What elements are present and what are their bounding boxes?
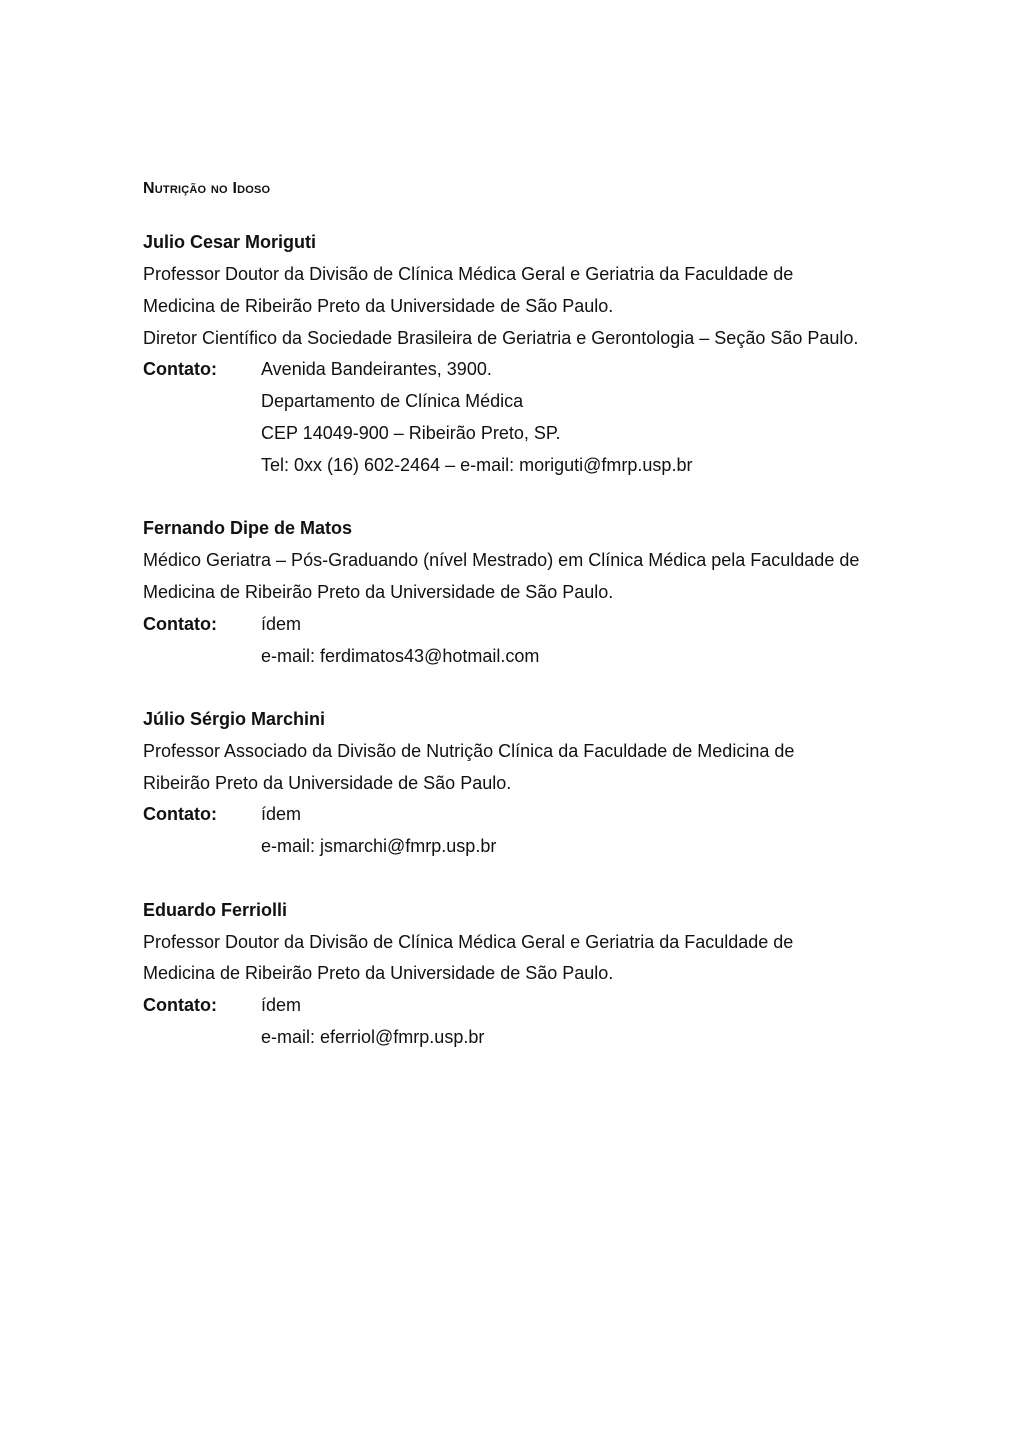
affiliation-line: Medicina de Ribeirão Preto da Universidade de São Paulo.	[143, 582, 614, 602]
contact-line: Tel: 0xx (16) 602-2464 – e-mail: moriguti@fmrp.usp.br	[261, 455, 693, 475]
contact-line: ídem	[261, 614, 302, 634]
contact-line: CEP 14049-900 – Ribeirão Preto, SP.	[261, 423, 561, 443]
affiliation-line: Ribeirão Preto da Universidade de São Paulo.	[143, 773, 512, 793]
affiliation-line: Professor Associado da Divisão de Nutrição Clínica da Faculdade de Medicina de	[143, 741, 795, 761]
affiliation-line: Medicina de Ribeirão Preto da Universidade de São Paulo.	[143, 296, 614, 316]
affiliation-line: Professor Doutor da Divisão de Clínica Médica Geral e Geriatria da Faculdade de	[143, 264, 794, 284]
affiliation-line: Médico Geriatra – Pós-Graduando (nível Mestrado) em Clínica Médica pela Faculdade de	[143, 550, 860, 570]
author-name: Fernando Dipe de Matos	[143, 518, 353, 538]
contact-line: ídem	[261, 804, 302, 824]
contact-line: Avenida Bandeirantes, 3900.	[261, 359, 492, 379]
author-name: Julio Cesar Moriguti	[143, 232, 317, 252]
contact-label: Contato:	[143, 804, 217, 824]
contact-line: e-mail: eferriol@fmrp.usp.br	[261, 1027, 485, 1047]
author-name: Eduardo Ferriolli	[143, 900, 288, 920]
contact-label: Contato:	[143, 359, 217, 379]
contact-label: Contato:	[143, 614, 217, 634]
contact-line: e-mail: jsmarchi@fmrp.usp.br	[261, 836, 497, 856]
author-name: Júlio Sérgio Marchini	[143, 709, 326, 729]
affiliation-line: Diretor Científico da Sociedade Brasileira de Geriatria e Gerontologia – Seção São Paulo.	[143, 328, 859, 348]
contact-label: Contato:	[143, 995, 217, 1015]
affiliation-line: Professor Doutor da Divisão de Clínica Médica Geral e Geriatria da Faculdade de	[143, 932, 794, 952]
contact-line: Departamento de Clínica Médica	[261, 391, 524, 411]
contact-line: ídem	[261, 995, 302, 1015]
document-title: Nutrição no Idoso	[143, 180, 271, 197]
affiliation-line: Medicina de Ribeirão Preto da Universidade de São Paulo.	[143, 963, 614, 983]
contact-line: e-mail: ferdimatos43@hotmail.com	[261, 646, 540, 666]
